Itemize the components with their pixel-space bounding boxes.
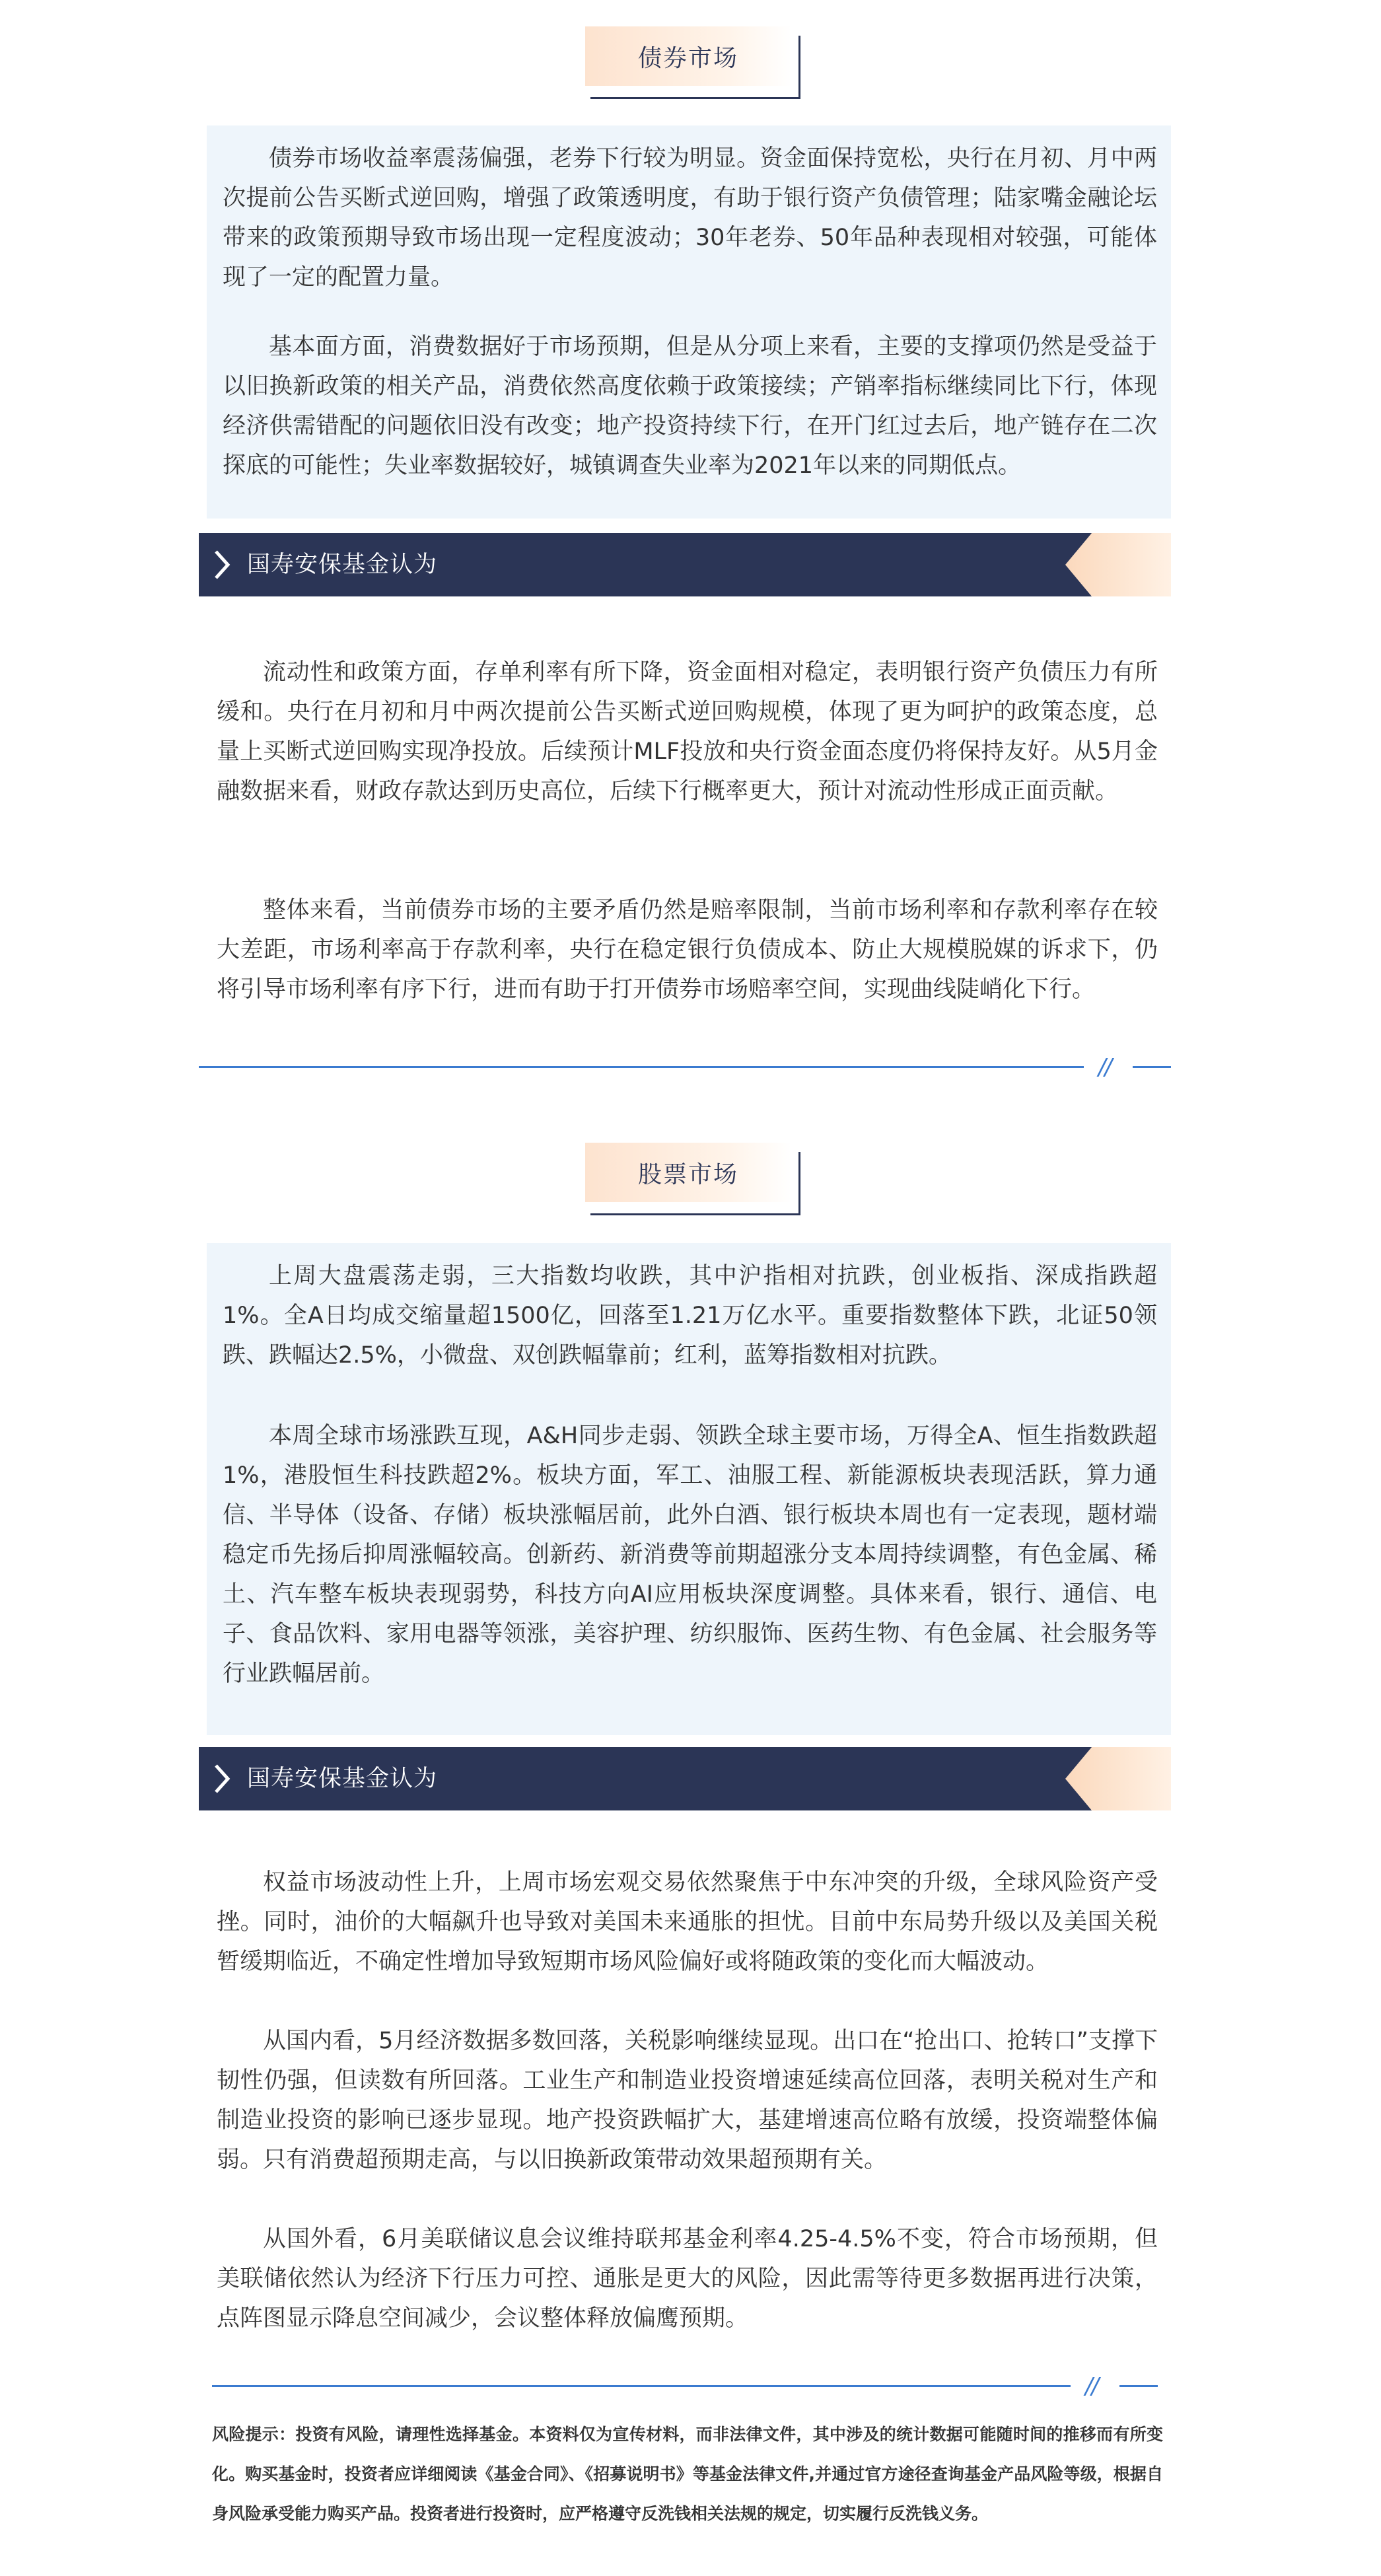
bond-view-paragraph-1: 流动性和政策方面，存单利率有所下降，资金面相对稳定，表明银行资产负债压力有所缓和。央行在月初和月中两次提前公告买断式逆回购规模，体现了更为呵护的政策态度，总量上买断式逆回购实现净投放。后续预计MLF投放和央行资金面态度仍将保持友好。从5月金融数据来看，财政存款达到历史高位，后续下行概率更大，预计对流动性形成正面贡献。 bbox=[217, 659, 1158, 805]
equity-view-paragraph-1: 权益市场波动性上升，上周市场宏观交易依然聚焦于中东冲突的升级，全球风险资产受挫。同时，油价的大幅飙升也导致对美国未来通胀的担忧。目前中东局势升级以及美国关税暂缓期临近，不确定性增加导致短期市场风险偏好或将随政策的变化而大幅波动。 bbox=[217, 1869, 1158, 1975]
divider-line-left bbox=[199, 1066, 1084, 1068]
bond-section-title bbox=[585, 26, 798, 99]
risk-disclaimer: 风险提示：投资有风险，请理性选择基金。本资料仅为宣传材料，而非法律文件，其中涉及的统计数据可能随时间的推移而有所变化。购买基金时，投资者应详细阅读《基金合同》、《招募说明书》等基金法律文件,并通过官方途径查询基金产品风险等级，根据自身风险承受能力购买产品。投资者进行投资时，应严格遵守反洗钱相关法规的规定，切实履行反洗钱义务。 bbox=[212, 2425, 1163, 2523]
bond-view-banner bbox=[199, 533, 1171, 596]
bond-paragraph-2: 基本面方面，消费数据好于市场预期，但是从分项上来看，主要的支撑项仍然是受益于以旧换新政策的相关产品，消费依然高度依赖于政策接续；产销率指标继续同比下行，体现经济供需错配的问题依旧没有改变；地产投资持续下行，在开门红过去后，地产链存在二次探底的可能性；失业率数据较好，城镇调查失业率为2021年以来的同期低点。 bbox=[223, 334, 1157, 479]
bond-view-paragraph-2: 整体来看，当前债券市场的主要矛盾仍然是赔率限制，当前市场利率和存款利率存在较大差距，市场利率高于存款利率，央行在稳定银行负债成本、防止大规模脱媒的诉求下，仍将引导市场利率有序下行，进而有助于打开债券市场赔率空间，实现曲线陡峭化下行。 bbox=[217, 897, 1158, 1003]
equity-paragraph-2: 本周全球市场涨跌互现，A&H同步走弱、领跌全球主要市场，万得全A、恒生指数跌超1%，港股恒生科技跌超2%。板块方面，军工、油服工程、新能源板块表现活跃，算力通信、半导体（设备、存储）板块涨幅居前，此外白酒、银行板块本周也有一定表现，题材端稳定币先扬后抑周涨幅较高。创新药、新消费等前期超涨分支本周持续调整，有色金属、稀土、汽车整车板块表现弱势，科技方向AI应用板块深度调整。具体来看，银行、通信、电子、食品饮料、家用电器等领涨，美容护理、纺织服饰、医药生物、有色金属、社会服务等行业跌幅居前。 bbox=[223, 1423, 1157, 1687]
section-divider bbox=[212, 2373, 1171, 2400]
equity-view-banner-label: 国寿安保基金认为 bbox=[247, 1766, 438, 1792]
chevron-right-icon bbox=[212, 1763, 232, 1795]
chevron-right-icon bbox=[212, 549, 232, 581]
equity-view-paragraph-2: 从国内看，5月经济数据多数回落，关税影响继续显现。出口在“抢出口、抢转口”支撑下韧性仍强，但读数有所回落。工业生产和制造业投资增速延续高位回落，表明关税对生产和制造业投资的影响已逐步显现。地产投资跌幅扩大，基建增速高位略有放缓，投资端整体偏弱。只有消费超预期走高，与以旧换新政策带动效果超预期有关。 bbox=[217, 2028, 1158, 2173]
banner-peach-accent bbox=[1065, 533, 1171, 596]
equity-section-title-text: 股票市场 bbox=[585, 1143, 791, 1202]
bond-section-title-text: 债券市场 bbox=[585, 26, 791, 86]
section-divider bbox=[199, 1054, 1171, 1081]
equity-view-paragraph-3: 从国外看，6月美联储议息会议维持联邦基金利率4.25-4.5%不变，符合市场预期，但美联储依然认为经济下行压力可控、通胀是更大的风险，因此需等待更多数据再进行决策，点阵图显示降息空间减少，会议整体释放偏鹰预期。 bbox=[217, 2226, 1158, 2332]
equity-view-banner bbox=[199, 1747, 1171, 1810]
equity-paragraph-1: 上周大盘震荡走弱，三大指数均收跌，其中沪指相对抗跌，创业板指、深成指跌超1%。全A日均成交缩量超1500亿，回落至1.21万亿水平。重要指数整体下跌，北证50领跌、跌幅达2.5%，小微盘、双创跌幅靠前；红利，蓝筹指数相对抗跌。 bbox=[223, 1263, 1157, 1369]
equity-section-title bbox=[585, 1143, 798, 1215]
divider-slash-mark: // bbox=[1098, 1054, 1111, 1081]
divider-line-left bbox=[212, 2385, 1071, 2387]
bond-view-banner-label: 国寿安保基金认为 bbox=[247, 552, 438, 578]
banner-peach-accent bbox=[1065, 1747, 1171, 1810]
bond-paragraph-1: 债券市场收益率震荡偏强，老券下行较为明显。资金面保持宽松，央行在月初、月中两次提前公告买断式逆回购，增强了政策透明度，有助于银行资产负债管理；陆家嘴金融论坛带来的政策预期导致市场出现一定程度波动；30年老券、50年品种表现相对较强，可能体现了一定的配置力量。 bbox=[223, 145, 1157, 291]
divider-slash-mark: // bbox=[1085, 2373, 1098, 2400]
divider-line-right bbox=[1133, 1066, 1171, 1068]
divider-line-right bbox=[1119, 2385, 1158, 2387]
